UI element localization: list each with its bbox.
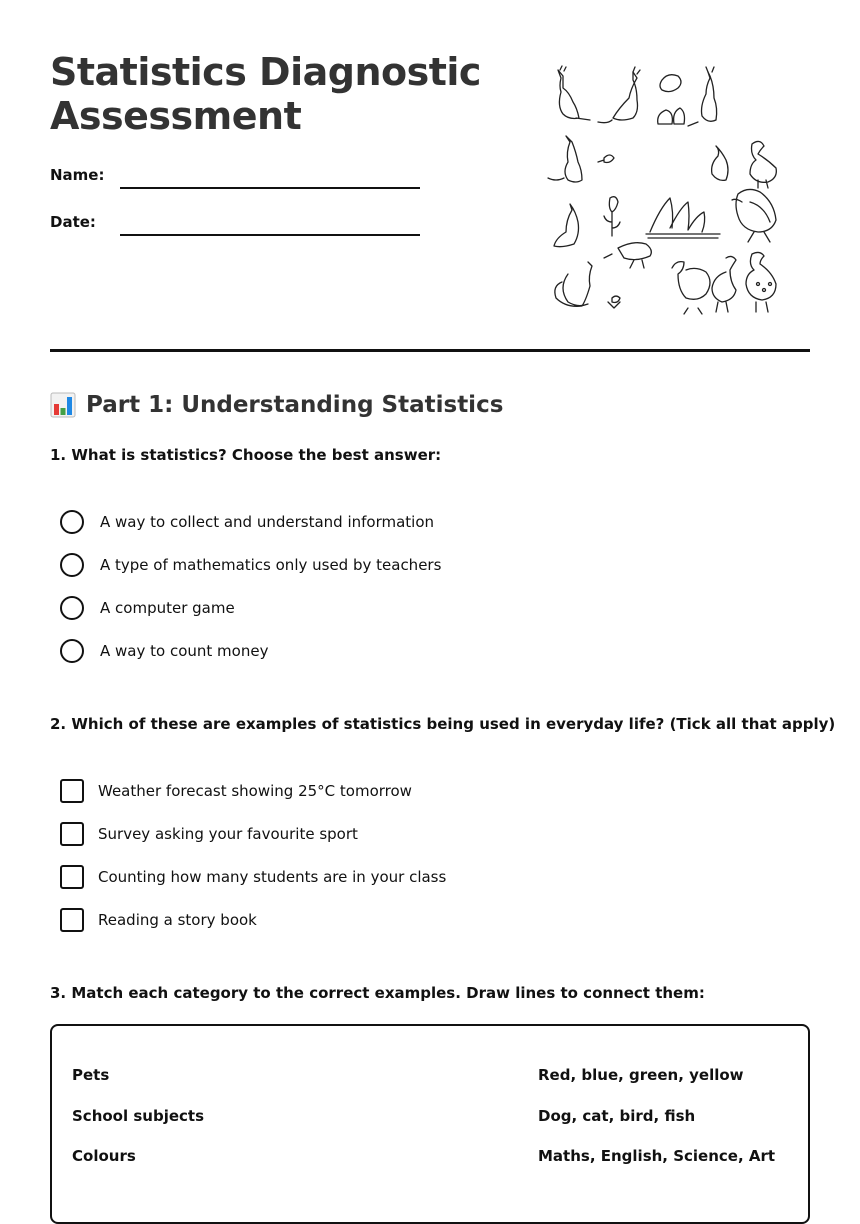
name-label: Name: xyxy=(50,166,105,184)
part1-title: Part 1: Understanding Statistics xyxy=(86,392,504,418)
q1-option-3[interactable] xyxy=(60,595,235,621)
q2-option-1[interactable] xyxy=(60,778,412,804)
q1-option-2[interactable] xyxy=(60,552,441,578)
question-1: 1. What is statistics? Choose the best answer: xyxy=(50,446,442,464)
name-field[interactable] xyxy=(120,187,420,189)
date-label: Date: xyxy=(50,213,96,231)
radio-button[interactable] xyxy=(60,510,84,534)
match-left-school-subjects[interactable]: School subjects xyxy=(72,1107,204,1125)
option-label: Survey asking your favourite sport xyxy=(98,825,358,843)
match-right-pets-list[interactable]: Dog, cat, bird, fish xyxy=(538,1107,696,1125)
bar-chart-icon xyxy=(50,392,76,418)
checkbox[interactable] xyxy=(60,779,84,803)
section-divider xyxy=(50,349,810,352)
option-label: Weather forecast showing 25°C tomorrow xyxy=(98,782,412,800)
q2-option-2[interactable] xyxy=(60,821,358,847)
q1-option-1[interactable] xyxy=(60,509,434,535)
match-right-colours-list[interactable]: Red, blue, green, yellow xyxy=(538,1066,744,1084)
q2-option-4[interactable] xyxy=(60,907,257,933)
q1-option-4[interactable] xyxy=(60,638,268,664)
question-3: 3. Match each category to the correct examples. Draw lines to connect them: xyxy=(50,984,705,1002)
option-label: A type of mathematics only used by teachers xyxy=(100,556,442,574)
q2-option-3[interactable] xyxy=(60,864,446,890)
checkbox[interactable] xyxy=(60,908,84,932)
match-left-colours[interactable]: Colours xyxy=(72,1147,136,1165)
match-left-pets[interactable]: Pets xyxy=(72,1066,110,1084)
radio-button[interactable] xyxy=(60,553,84,577)
radio-button[interactable] xyxy=(60,639,84,663)
checkbox[interactable] xyxy=(60,822,84,846)
option-label: A computer game xyxy=(100,599,235,617)
option-label: A way to count money xyxy=(100,642,269,660)
option-label: A way to collect and understand information xyxy=(100,513,435,531)
question-2: 2. Which of these are examples of statistics being used in everyday life? (Tick all that apply) xyxy=(50,715,836,733)
page-title: Statistics Diagnostic Assessment xyxy=(50,50,481,138)
match-right-subjects-list[interactable]: Maths, English, Science, Art xyxy=(538,1147,776,1165)
checkbox[interactable] xyxy=(60,865,84,889)
date-field[interactable] xyxy=(120,234,420,236)
option-label: Counting how many students are in your class xyxy=(98,868,447,886)
matching-area[interactable] xyxy=(50,1024,810,1224)
option-label: Reading a story book xyxy=(98,911,257,929)
part1-heading xyxy=(50,388,503,422)
australian-animals-illustration xyxy=(538,62,794,318)
radio-button[interactable] xyxy=(60,596,84,620)
